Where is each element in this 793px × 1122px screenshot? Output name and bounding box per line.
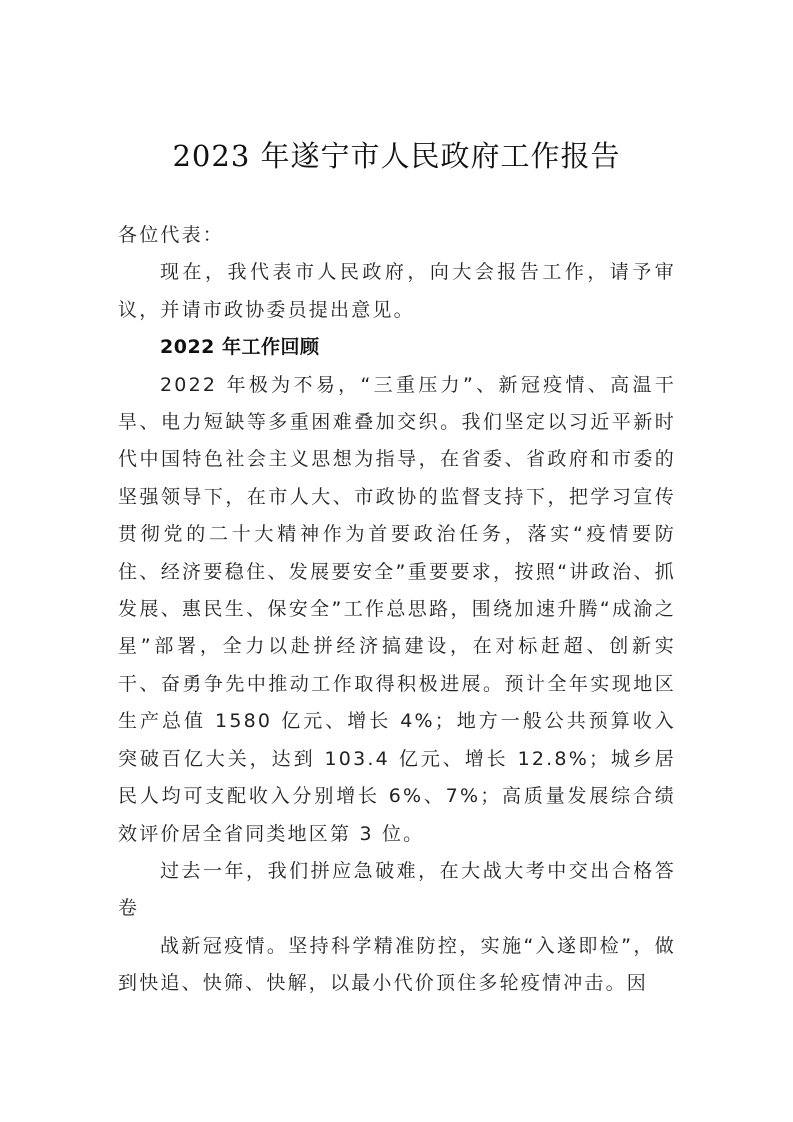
document-title: 2023 年遂宁市人民政府工作报告 [172, 139, 621, 173]
body-paragraph: 2022 年极为不易，“三重压力”、新冠疫情、高温干旱、电力短缺等多重困难叠加交织。我们坚定以习近平新时代中国特色社会主义思想为指导，在省委、省政府和市委的坚强领导下，在市人大、市政协的监督支持下，把学习宣传贯彻党的二十大精神作为首要政治任务，落实“疫情要防住、经济要稳住、发展要安全”重要要求，按照“讲政治、抓发展、惠民生、保安全”工作总思路，围绕加速升腾“成渝之星”部署，全力以赴拼经济搞建设，在对标赶超、创新实干、奋勇争先中推动工作取得积极进展。预计全年实现地区生产总值 1580 亿元、增长 4%；地方一般公共预算收入突破百亿大关，达到 103.4 亿元、增长 12.8%；城乡居民人均可支配收入分别增长 6%、7%；高质量发展综合绩效评价居全省同类地区第 3 位。 [118, 373, 676, 845]
body-paragraph: 过去一年，我们拼应急破难，在大战大考中交出合格答卷 [118, 859, 676, 920]
body-paragraph: 战新冠疫情。坚持科学精准防控，实施“入遂即检”，做到快追、快筛、快解，以最小代价顶住多轮疫情冲击。因 [118, 934, 676, 995]
document-body [118, 217, 676, 1003]
section-heading: 2022 年工作回顾 [160, 336, 320, 359]
intro-paragraph: 现在，我代表市人民政府，向大会报告工作，请予审议，并请市政协委员提出意见。 [118, 261, 676, 321]
salutation: 各位代表： [118, 224, 225, 246]
